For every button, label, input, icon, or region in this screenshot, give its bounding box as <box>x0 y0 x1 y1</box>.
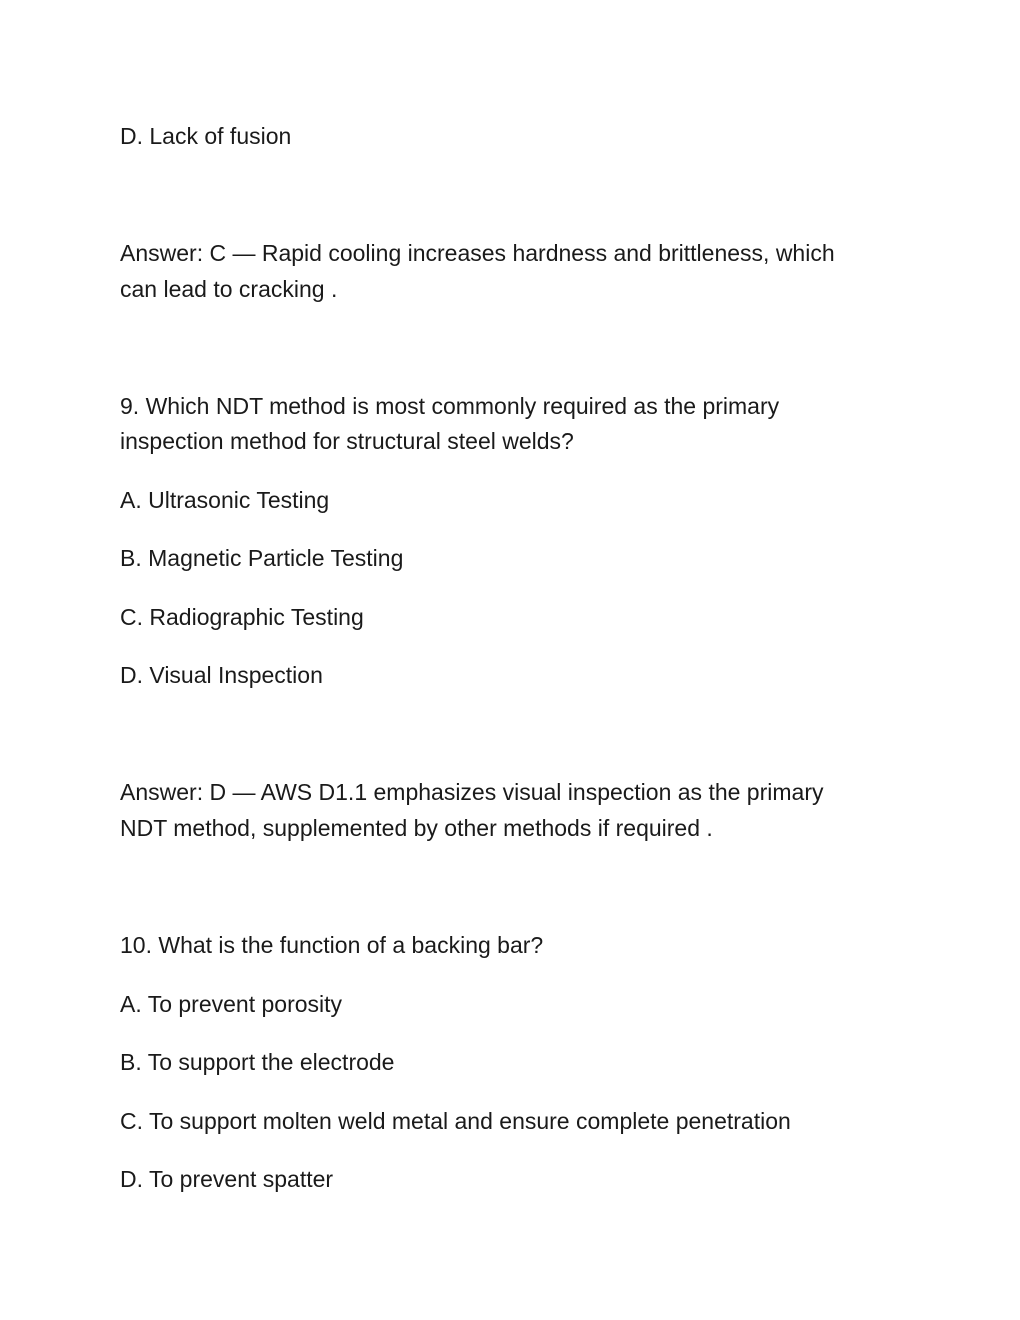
option-a: A. Ultrasonic Testing <box>120 487 330 513</box>
question-text: inspection method for structural steel welds? <box>120 428 574 454</box>
answer-text: can lead to cracking . <box>120 276 338 302</box>
option-c: C. Radiographic Testing <box>120 604 364 630</box>
answer-text: Answer: C — Rapid cooling increases hardness and brittleness, which <box>120 240 835 266</box>
answer-text: NDT method, supplemented by other methods if required . <box>120 815 713 841</box>
option-b: B. To support the electrode <box>120 1049 395 1075</box>
question-text: 10. What is the function of a backing bar? <box>120 932 544 958</box>
question-text: 9. Which NDT method is most commonly required as the primary <box>120 393 780 419</box>
option-b: B. Magnetic Particle Testing <box>120 545 404 571</box>
answer-text: Answer: D — AWS D1.1 emphasizes visual inspection as the primary <box>120 779 824 805</box>
option-d: D. Lack of fusion <box>120 123 292 149</box>
option-a: A. To prevent porosity <box>120 991 343 1017</box>
option-d: D. To prevent spatter <box>120 1166 334 1192</box>
option-c: C. To support molten weld metal and ensure complete penetration <box>120 1108 791 1134</box>
option-d: D. Visual Inspection <box>120 662 323 688</box>
